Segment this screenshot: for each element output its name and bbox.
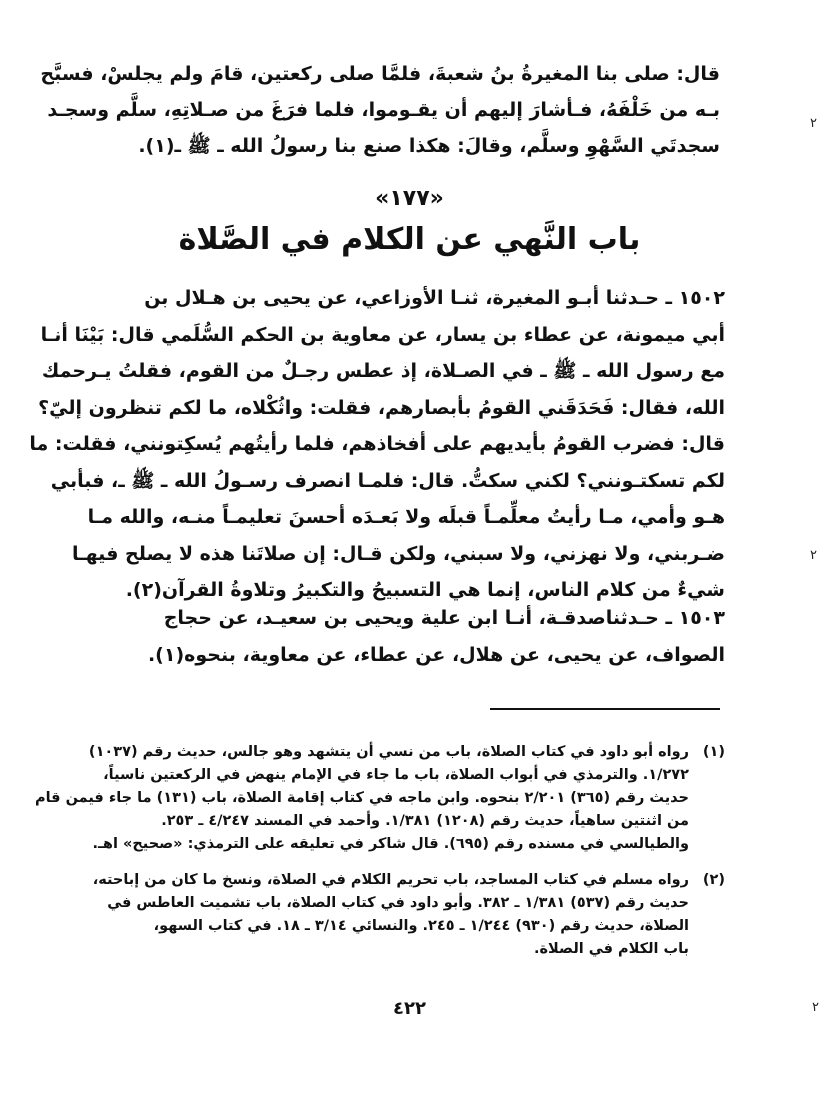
- text-line: قال: صلى بنا المغيرةُ بنُ شعبةَ، فلمَّا صلى ركعتين، قامَ ولم يجلسْ، فسبَّح: [40, 63, 720, 85]
- page-number: ٤٢٢: [393, 998, 426, 1019]
- chapter-number: «١٧٧»: [375, 186, 444, 211]
- text-line: الله، فقال: فَحَدَقَني القومُ بأبصارهم، فقلت: واثُكْلاه، ما لكم تنظرون إليّ؟: [38, 396, 725, 419]
- text-line: بـه من خَلْفَهُ، فـأشارَ إليهم أن يقـوموا، فلما فرَغَ من صـلاتِهِ، سلَّم وسجـد: [47, 99, 720, 121]
- hadith-1502: [29, 280, 725, 609]
- footnote-2: [92, 869, 725, 961]
- text-line: حديث رقم (٣٦٥) ٢/٢٠١ بنحوه. وابن ماجه في كتاب إقامة الصلاة، باب (١٣١) ما جاء فيمن قام: [34, 790, 689, 806]
- text-line: رواه مسلم في كتاب المساجد، باب تحريم الكلام في الصلاة، ونسخ ما كان من إباحته،: [92, 872, 689, 888]
- text-line: أبي ميمونة، عن عطاء بن يسار، عن معاوية بن الحكم السُّلَمي قال: بَيْنَا أنـا: [40, 323, 725, 346]
- text-line: والطيالسي في مسنده رقم (٦٩٥). قال شاكر في تعليقه على الترمذي: «صحيح» اهـ.: [92, 836, 689, 852]
- text-line: لكم تسكتـونني؟ لكني سكتُّ. قال: فلمـا انصرف رسـولُ الله ـ ﷺ ـ، فبأبي: [50, 469, 725, 492]
- text-line: ١٥٠٢ ـ حـدثنا أبـو المغيرة، ثنـا الأوزاعي، عن يحيى بن هـلال بن: [144, 287, 725, 309]
- footnote-marker: (٢): [702, 872, 725, 888]
- chapter-title: باب النَّهي عن الكلام في الصَّلاة: [178, 222, 641, 257]
- text-line: رواه أبو داود في كتاب الصلاة، باب من نسي أن يتشهد وهو جالس، حديث رقم (١٠٣٧): [88, 744, 689, 760]
- footnote-1: [34, 741, 725, 856]
- text-line: شيءٌ من كلام الناس، إنما هي التسبيحُ والتكبيرُ وتلاوةُ القرآن(٢).: [125, 579, 725, 601]
- intro-paragraph: [40, 56, 720, 164]
- text-line: باب الكلام في الصلاة.: [533, 941, 689, 957]
- hadith-1503: [95, 600, 725, 673]
- text-line: ١٥٠٣ ـ حـدثناصدقـة، أنـا ابن علية ويحيى بن سعيـد، عن حجاج: [163, 607, 725, 629]
- text-line: حديث رقم (٥٣٧) ١/٣٨١ ـ ٣٨٢. وأبو داود في كتاب الصلاة، باب تشميت العاطس في: [107, 895, 689, 911]
- text-line: قال: فضرب القومُ بأيديهم على أفخاذهم، فلما رأيتُهم يُسكِتونني، فقلت: ما: [29, 433, 725, 455]
- margin-mark: ٢: [810, 116, 817, 131]
- text-line: مع رسول الله ـ ﷺ ـ في الصـلاة، إذ عطس رجـلٌ من القوم، فقلتُ يـرحمك: [41, 360, 725, 382]
- text-line: الصلاة، حديث رقم (٩٣٠) ١/٢٤٤ ـ ٢٤٥. والنسائي ٣/١٤ ـ ١٨. في كتاب السهو،: [153, 918, 689, 934]
- text-line: سجدتَي السَّهْوِ وسلَّم، وقالَ: هكذا صنع بنا رسولُ الله ـ ﷺ ـ(١).: [138, 135, 720, 157]
- text-line: ضـربني، ولا نهزني، ولا سبني، ولكن قـال: إن صلاتَنا هذه لا يصلح فيهـا: [72, 542, 725, 565]
- margin-mark: ٢: [810, 548, 817, 563]
- text-line: من اثنتين ساهياً، حديث رقم (١٢٠٨) ١/٣٨١. وأحمد في المسند ٤/٢٤٧ ـ ٢٥٣.: [161, 813, 689, 829]
- footnote-body: [34, 741, 689, 856]
- text-line: هـو وأمي، مـا رأيتُ معلِّمـاً قبلَه ولا بَعـدَه أحسنَ تعليمـاً منـه، والله مـا: [87, 506, 725, 528]
- footnote-body: [92, 869, 689, 961]
- text-line: ١/٢٧٢. والترمذي في أبواب الصلاة، باب ما جاء في الإمام ينهض في الركعتين ناسياً،: [103, 767, 689, 783]
- margin-mark: ٢: [812, 1000, 819, 1015]
- footnote-marker: (١): [702, 744, 725, 760]
- text-line: الصواف، عن يحيى، عن هلال، عن عطاء، عن معاوية، بنحوه(١).: [147, 643, 725, 666]
- footnote-separator: [490, 708, 720, 710]
